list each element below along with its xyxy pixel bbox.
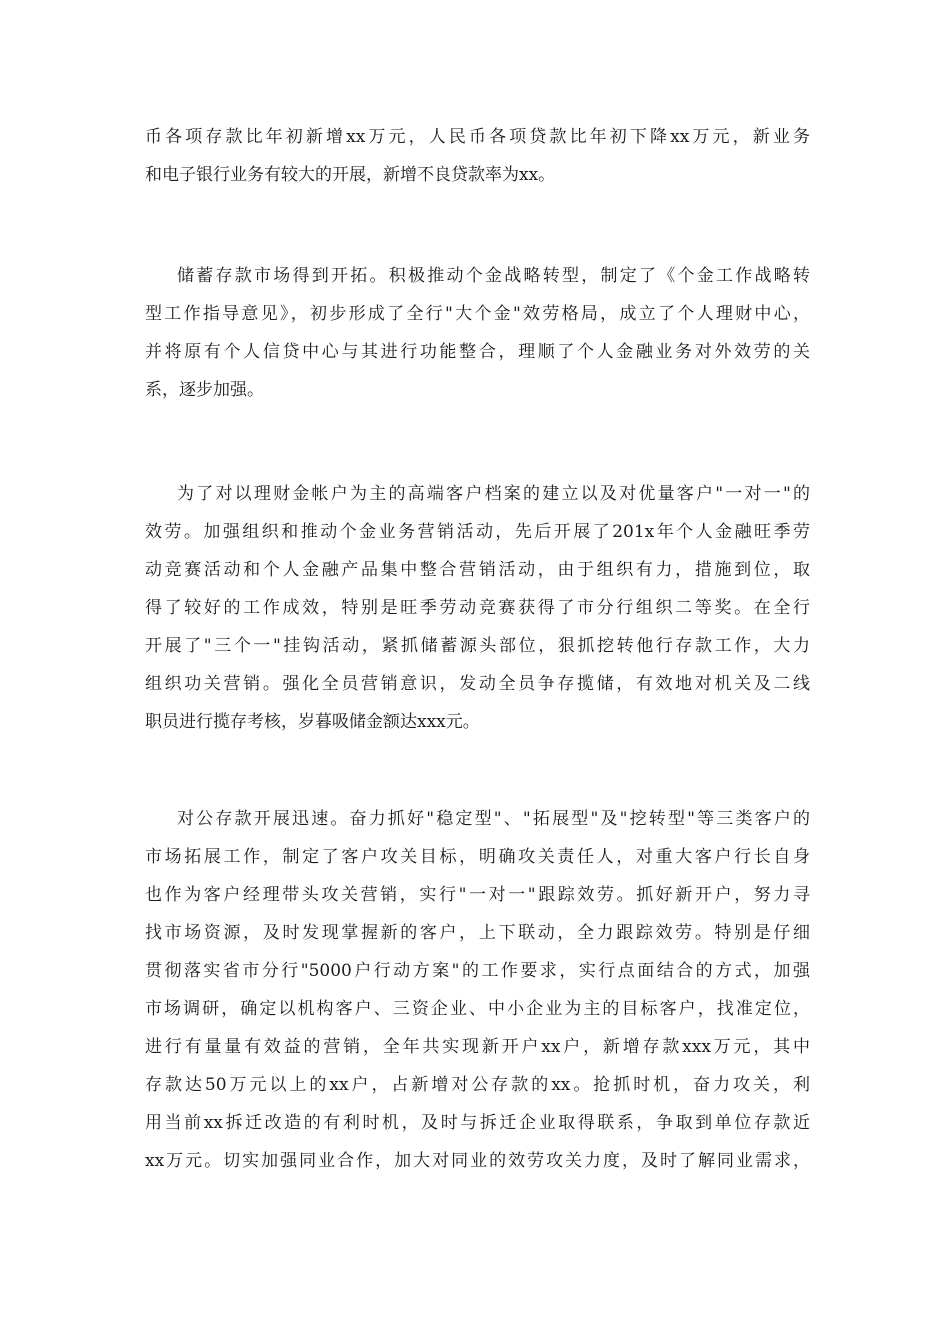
text-line: 为了对以理财金帐户为主的高端客户档案的建立以及对优量客户"一对一"的 bbox=[177, 484, 810, 504]
paragraph-corporate-deposits bbox=[145, 800, 810, 1180]
text-line: 储蓄存款市场得到开拓。积极推动个金战略转型，制定了《个金工作战略转 bbox=[177, 266, 810, 286]
text-line: 动竞赛活动和个人金融产品集中整合营销活动，由于组织有力，措施到位，取 bbox=[145, 560, 810, 580]
text-line: 贯彻落实省市分行"5000户行动方案"的工作要求，实行点面结合的方式，加强 bbox=[145, 961, 810, 981]
paragraph-savings-deposits bbox=[145, 257, 810, 409]
text-line: 市场拓展工作，制定了客户攻关目标，明确攻关责任人，对重大客户行长自身 bbox=[145, 847, 810, 867]
text-line: 组织功关营销。强化全员营销意识，发动全员争存揽储，有效地对机关及二线 bbox=[145, 674, 810, 694]
text-line: 对公存款开展迅速。奋力抓好"稳定型"、"拓展型"及"挖转型"等三类客户的 bbox=[177, 809, 810, 829]
text-line: 存款达50万元以上的xx户，占新增对公存款的xx。抢抓时机，奋力攻关，利 bbox=[145, 1075, 810, 1095]
text-line: 市场调研，确定以机构客户、三资企业、中小企业为主的目标客户，找准定位， bbox=[145, 999, 810, 1019]
text-line: 用当前xx拆迁改造的有利时机，及时与拆迁企业取得联系，争取到单位存款近 bbox=[145, 1113, 810, 1133]
text-line: 找市场资源，及时发现掌握新的客户，上下联动，全力跟踪效劳。特别是仔细 bbox=[145, 923, 810, 943]
paragraph-high-end-clients bbox=[145, 475, 810, 741]
text-line: 和电子银行业务有较大的开展，新增不良贷款率为xx。 bbox=[145, 165, 556, 185]
text-line: xx万元。切实加强同业合作，加大对同业的效劳攻关力度，及时了解同业需求， bbox=[145, 1151, 810, 1171]
text-line: 进行有量量有效益的营销，全年共实现新开户xx户，新增存款xxx万元，其中 bbox=[145, 1037, 810, 1057]
paragraph-deposit-summary bbox=[145, 118, 810, 194]
text-line: 币各项存款比年初新增xx万元，人民币各项贷款比年初下降xx万元，新业务 bbox=[145, 127, 810, 147]
text-line: 型工作指导意见》，初步形成了全行"大个金"效劳格局，成立了个人理财中心， bbox=[145, 304, 810, 324]
text-line: 也作为客户经理带头攻关营销，实行"一对一"跟踪效劳。抓好新开户，努力寻 bbox=[145, 885, 810, 905]
text-line: 职员进行揽存考核，岁暮吸储金额达xxx元。 bbox=[145, 712, 480, 732]
text-line: 开展了"三个一"挂钩活动，紧抓储蓄源头部位，狠抓挖转他行存款工作，大力 bbox=[145, 636, 810, 656]
text-line: 效劳。加强组织和推动个金业务营销活动，先后开展了201x年个人金融旺季劳 bbox=[145, 522, 810, 542]
text-line: 系，逐步加强。 bbox=[145, 380, 264, 400]
text-line: 得了较好的工作成效，特别是旺季劳动竞赛获得了市分行组织二等奖。在全行 bbox=[145, 598, 810, 618]
text-line: 并将原有个人信贷中心与其进行功能整合，理顺了个人金融业务对外效劳的关 bbox=[145, 342, 810, 362]
